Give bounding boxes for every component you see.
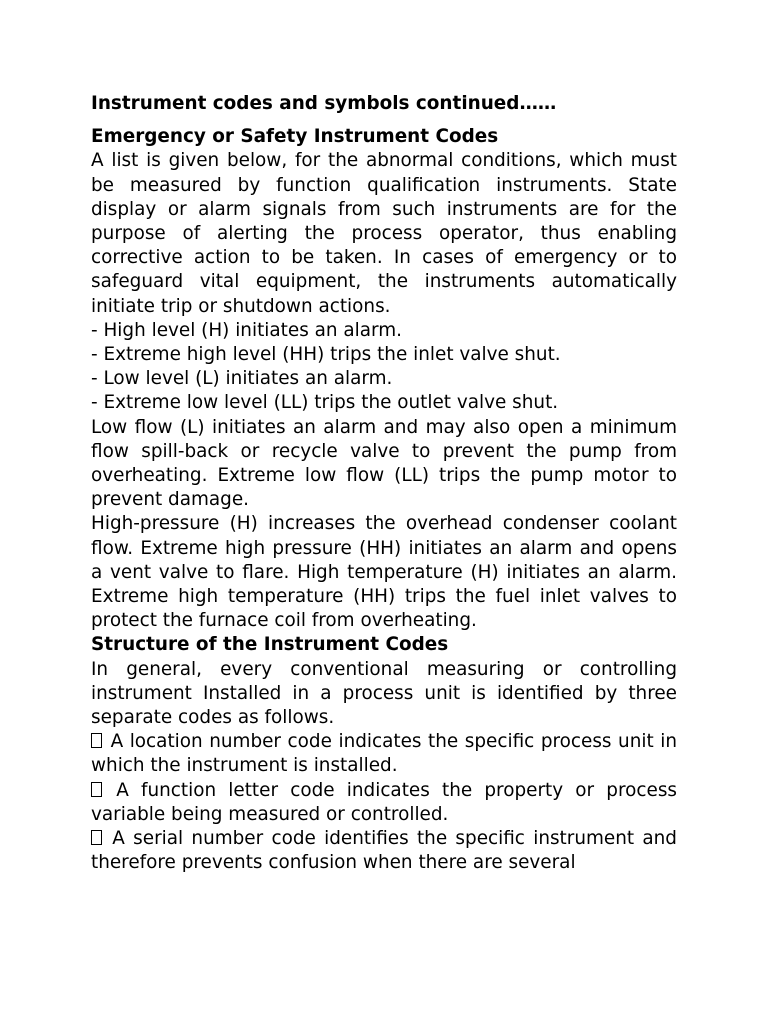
bullet-serial-code (91, 827, 677, 875)
pressure-temperature-paragraph: High-pressure (H) increases the overhead condenser coolant flow. Extreme high pressure (HH) initiates an alarm and opens a vent valve to flare. High temperature (H) initiates an alarm. Extreme high temperature (HH) trips the fuel inlet valves to protect the furnace coil from overheating. (91, 513, 677, 632)
section-heading-safety-codes: Emergency or Safety Instrument Codes (91, 126, 499, 148)
level-item-extreme-low: - Extreme low level (LL) trips the outlet valve shut. (91, 392, 559, 414)
bullet-location-code-text: A location number code indicates the specific process unit in which the instrument is installed. (91, 731, 677, 777)
document-page (91, 92, 677, 876)
missing-glyph-bullet-icon (91, 782, 102, 797)
section-heading-code-structure: Structure of the Instrument Codes (91, 634, 449, 656)
bullet-location-code (91, 730, 677, 778)
flow-paragraph: Low flow (L) initiates an alarm and may also open a minimum flow spill-back or recycle valve to prevent the pump from overheating. Extreme low flow (LL) trips the pump motor to prevent damage. (91, 416, 677, 511)
missing-glyph-bullet-icon (91, 733, 102, 748)
code-structure-intro-paragraph: In general, every conventional measuring or controlling instrument Installed in a process unit is identified by three separate codes as follows. (91, 658, 677, 729)
level-item-extreme-high: - Extreme high level (HH) trips the inlet valve shut. (91, 344, 561, 366)
document-title: Instrument codes and symbols continued…… (91, 93, 557, 114)
level-item-high: - High level (H) initiates an alarm. (91, 319, 403, 341)
bullet-function-code-text: A function letter code indicates the property or process variable being measured or controlled. (91, 779, 677, 825)
bullet-function-code (91, 779, 677, 827)
level-item-low: - Low level (L) initiates an alarm. (91, 368, 393, 390)
bullet-serial-code-text: A serial number code identifies the specific instrument and therefore prevents confusion when there are several (91, 828, 677, 874)
missing-glyph-bullet-icon (91, 830, 102, 845)
safety-codes-intro-paragraph: A list is given below, for the abnormal conditions, which must be measured by function qualification instruments. State display or alarm signals from such instruments are for the purpose of alerting the process operator, thus enabling corrective action to be taken. In cases of emergency or to safeguard vital equipment, the instruments automatically initiate trip or shutdown actions. (91, 150, 677, 317)
